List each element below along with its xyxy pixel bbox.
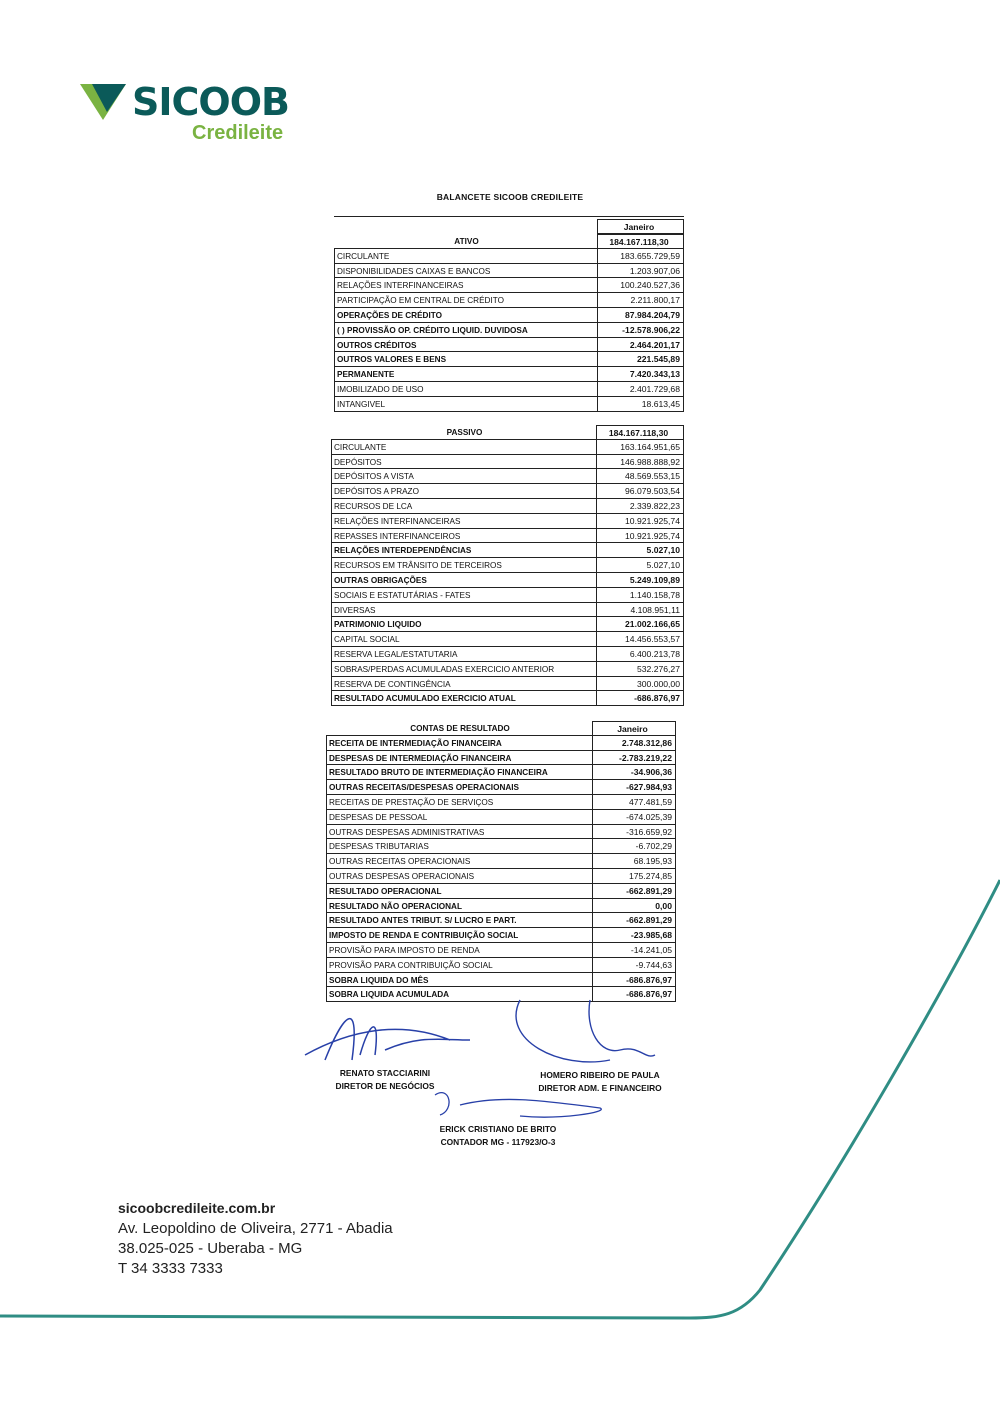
passivo-row-value: 6.400.213,78 (596, 647, 684, 662)
resultado-row-label: RESULTADO ANTES TRIBUT. S/ LUCRO E PART. (326, 913, 592, 928)
passivo-row-label: DEPÓSITOS (331, 455, 596, 470)
resultado-row-value: -686.876,97 (592, 973, 676, 988)
resultado-row-label: OUTRAS RECEITAS/DESPESAS OPERACIONAIS (326, 780, 592, 795)
ativo-row-label: PARTICIPAÇÃO EM CENTRAL DE CRÉDITO (334, 293, 597, 308)
passivo-row-value: 184.167.118,30 (596, 425, 684, 440)
resultado-row-value: -316.659,92 (592, 825, 676, 840)
passivo-row-value: 5.249.109,89 (596, 573, 684, 588)
ativo-row-label: IMOBILIZADO DE USO (334, 382, 597, 397)
passivo-row-label: SOCIAIS E ESTATUTÁRIAS - FATES (331, 588, 596, 603)
passivo-row-value: 21.002.166,65 (596, 617, 684, 632)
footer-city: 38.025-025 - Uberaba - MG (118, 1240, 303, 1257)
ativo-row-value: 2.401.729,68 (597, 382, 684, 397)
passivo-row-value: 146.988.888,92 (596, 455, 684, 470)
signer-2-name: HOMERO RIBEIRO DE PAULA (540, 1070, 660, 1080)
footer-website[interactable]: sicoobcredileite.com.br (118, 1200, 276, 1216)
document-title: BALANCETE SICOOB CREDILEITE (436, 192, 584, 202)
ativo-row-value: 87.984.204,79 (597, 308, 684, 323)
passivo-row-label: PASSIVO (331, 425, 596, 440)
resultado-row-label: DESPESAS DE INTERMEDIAÇÃO FINANCEIRA (326, 751, 592, 766)
resultado-row-label: PROVISÃO PARA IMPOSTO DE RENDA (326, 943, 592, 958)
passivo-row-value: 1.140.158,78 (596, 588, 684, 603)
ativo-row-value: 1.203.907,06 (597, 264, 684, 279)
resultado-row-value: -662.891,29 (592, 913, 676, 928)
resultado-row-label: OUTRAS DESPESAS ADMINISTRATIVAS (326, 825, 592, 840)
signer-3-role: CONTADOR MG - 117923/O-3 (440, 1137, 556, 1147)
passivo-row-label: REPASSES INTERFINANCEIROS (331, 529, 596, 544)
passivo-row-label: RECURSOS DE LCA (331, 499, 596, 514)
passivo-row-label: CIRCULANTE (331, 440, 596, 455)
ativo-row-value: -12.578.906,22 (597, 323, 684, 338)
resultado-row-value: 477.481,59 (592, 795, 676, 810)
resultado-row-value: -686.876,97 (592, 987, 676, 1002)
passivo-row-label: RELAÇÕES INTERFINANCEIRAS (331, 514, 596, 529)
footer-address: Av. Leopoldino de Oliveira, 2771 - Abadia (118, 1220, 393, 1237)
ativo-row-label: CIRCULANTE (334, 249, 597, 264)
resultado-row-label: RESULTADO NÃO OPERACIONAL (326, 899, 592, 914)
resultado-row-value: -6.702,29 (592, 839, 676, 854)
ativo-row-label: INTANGIVEL (334, 397, 597, 412)
brand-name: SICOOB (132, 80, 289, 124)
ativo-row-value: 2.464.201,17 (597, 338, 684, 353)
resultado-row-label: RECEITAS DE PRESTAÇÃO DE SERVIÇOS (326, 795, 592, 810)
resultado-row-value: -662.891,29 (592, 884, 676, 899)
resultado-row-label: OUTRAS RECEITAS OPERACIONAIS (326, 854, 592, 869)
passivo-row-value: 96.079.503,54 (596, 484, 684, 499)
resultado-row-value: -674.025,39 (592, 810, 676, 825)
ativo-row-label: DISPONIBILIDADES CAIXAS E BANCOS (334, 264, 597, 279)
passivo-row-value: 2.339.822,23 (596, 499, 684, 514)
ativo-row-value: 221.545,89 (597, 352, 684, 367)
ativo-row-label: ( ) PROVISSÃO OP. CRÉDITO LIQUID. DUVIDOSA (334, 323, 597, 338)
footer-phone: T 34 3333 7333 (118, 1260, 223, 1277)
ativo-row-label: PERMANENTE (334, 367, 597, 382)
passivo-row-value: 5.027,10 (596, 558, 684, 573)
signature-block-3 (418, 1123, 578, 1149)
passivo-row-value: 14.456.553,57 (596, 632, 684, 647)
passivo-row-value: -686.876,97 (596, 691, 684, 706)
ativo-row-value: 100.240.527,36 (597, 278, 684, 293)
ativo-row-label: OPERAÇÕES DE CRÉDITO (334, 308, 597, 323)
resultado-row-label: RESULTADO BRUTO DE INTERMEDIAÇÃO FINANCEIRA (326, 765, 592, 780)
passivo-row-label: RESERVA DE CONTINGÊNCIA (331, 677, 596, 692)
resultado-row-value: -627.984,93 (592, 780, 676, 795)
passivo-row-label: SOBRAS/PERDAS ACUMULADAS EXERCICIO ANTERIOR (331, 662, 596, 677)
resultado-row-label: IMPOSTO DE RENDA E CONTRIBUIÇÃO SOCIAL (326, 928, 592, 943)
passivo-row-label: CAPITAL SOCIAL (331, 632, 596, 647)
ativo-row-label: OUTROS VALORES E BENS (334, 352, 597, 367)
resultado-row-label: DESPESAS TRIBUTARIAS (326, 839, 592, 854)
passivo-row-value: 532.276,27 (596, 662, 684, 677)
resultado-row-value: -14.241,05 (592, 943, 676, 958)
signer-2-role: DIRETOR ADM. E FINANCEIRO (538, 1083, 662, 1093)
resultado-row-label: RESULTADO OPERACIONAL (326, 884, 592, 899)
passivo-row-value: 163.164.951,65 (596, 440, 684, 455)
passivo-row-label: RESULTADO ACUMULADO EXERCICIO ATUAL (331, 691, 596, 706)
resultado-row-label: PROVISÃO PARA CONTRIBUIÇÃO SOCIAL (326, 958, 592, 973)
resultado-row-value: 68.195,93 (592, 854, 676, 869)
ativo-row-value: 184.167.118,30 (597, 234, 684, 249)
passivo-row-value: 4.108.951,11 (596, 603, 684, 618)
ativo-row-value: 183.655.729,59 (597, 249, 684, 264)
resultado-row-value: 0,00 (592, 899, 676, 914)
passivo-row-value: 48.569.553,15 (596, 469, 684, 484)
passivo-row-label: OUTRAS OBRIGAÇÕES (331, 573, 596, 588)
ativo-row-label: RELAÇÕES INTERFINANCEIRAS (334, 278, 597, 293)
resultado-row-value: -23.985,68 (592, 928, 676, 943)
passivo-row-label: DEPÓSITOS A PRAZO (331, 484, 596, 499)
passivo-row-value: 10.921.925,74 (596, 529, 684, 544)
passivo-row-label: PATRIMONIO LIQUIDO (331, 617, 596, 632)
ativo-col-header: Janeiro (597, 219, 684, 234)
resultado-row-value: 175.274,85 (592, 869, 676, 884)
resultado-row-label: OUTRAS DESPESAS OPERACIONAIS (326, 869, 592, 884)
passivo-row-label: RELAÇÕES INTERDEPENDÊNCIAS (331, 543, 596, 558)
ativo-row-value: 2.211.800,17 (597, 293, 684, 308)
resultado-row-value: -9.744,63 (592, 958, 676, 973)
signer-1-name: RENATO STACCIARINI (339, 1068, 431, 1078)
passivo-row-value: 10.921.925,74 (596, 514, 684, 529)
resultado-row-value: Janeiro (592, 721, 676, 736)
passivo-row-label: DEPÓSITOS A VISTA (331, 469, 596, 484)
signature-block-1 (310, 1067, 460, 1093)
passivo-row-label: RESERVA LEGAL/ESTATUTARIA (331, 647, 596, 662)
passivo-row-label: RECURSOS EM TRÂNSITO DE TERCEIROS (331, 558, 596, 573)
ativo-row-value: 18.613,45 (597, 397, 684, 412)
signature-block-2 (520, 1069, 680, 1095)
signer-3-name: ERICK CRISTIANO DE BRITO (439, 1124, 557, 1134)
footer-contact (118, 1200, 393, 1279)
ativo-row-label: ATIVO (334, 234, 597, 249)
resultado-row-label: DESPESAS DE PESSOAL (326, 810, 592, 825)
resultado-row-value: 2.748.312,86 (592, 736, 676, 751)
resultado-row-value: -2.783.219,22 (592, 751, 676, 766)
passivo-row-value: 5.027,10 (596, 543, 684, 558)
resultado-row-label: CONTAS DE RESULTADO (326, 721, 592, 736)
resultado-row-label: RECEITA DE INTERMEDIAÇÃO FINANCEIRA (326, 736, 592, 751)
resultado-row-label: SOBRA LIQUIDA DO MÊS (326, 973, 592, 988)
passivo-row-label: DIVERSAS (331, 603, 596, 618)
resultado-row-label: SOBRA LIQUIDA ACUMULADA (326, 987, 592, 1002)
resultado-row-value: -34.906,36 (592, 765, 676, 780)
signer-1-role: DIRETOR DE NEGÓCIOS (335, 1081, 435, 1091)
passivo-row-value: 300.000,00 (596, 677, 684, 692)
brand-subname: Credileite (192, 122, 284, 144)
ativo-row-value: 7.420.343,13 (597, 367, 684, 382)
ativo-row-label: OUTROS CRÉDITOS (334, 338, 597, 353)
